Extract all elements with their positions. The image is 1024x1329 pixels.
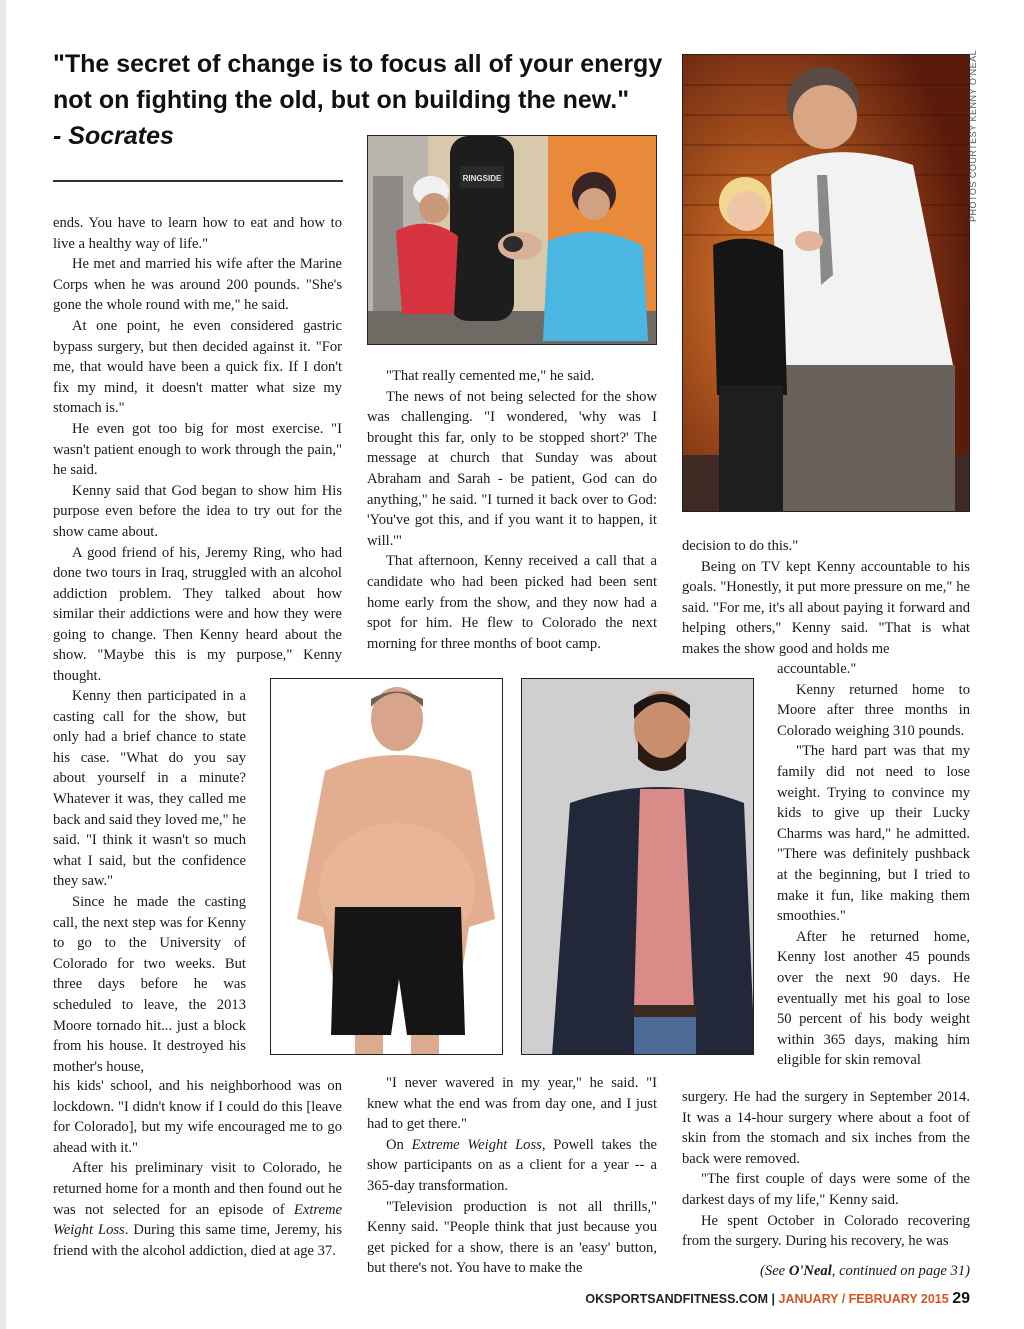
paragraph: Kenny then participated in a casting call for the show, but only had a brief chance to state his case. "What do you say about yourself in a minute? Whatever it was, they called me back and said they loved me," he said. "I think it wasn't so much what I said, but the confidence they saw.": [53, 688, 246, 890]
footer-separator: |: [771, 1292, 776, 1306]
before-photo: [270, 678, 503, 1055]
page-number: 29: [952, 1290, 970, 1307]
dance-scene-illustration: [683, 55, 970, 512]
paragraph: accountable.": [777, 661, 857, 677]
paragraph: After he returned home, Kenny lost another 45 pounds over the next 90 days. He eventually met his goal to lose 50 percent of his body weight within 365 days, making him eligible for skin removal: [777, 928, 970, 1069]
gym-boxing-photo: [367, 135, 657, 345]
column-2-top: [367, 366, 657, 654]
paragraph: "The first couple of days were some of the darkest days of my life," Kenny said.: [682, 1171, 970, 1208]
column-2-bottom: [367, 1073, 657, 1279]
footer-issue: JANUARY / FEBRUARY 2015: [778, 1292, 949, 1306]
quote-divider: [53, 180, 343, 182]
column-3-top: [682, 536, 970, 660]
paragraph: Kenny returned home to Moore after three months in Colorado weighing 310 pounds.: [777, 681, 970, 739]
paragraph: That afternoon, Kenny received a call that a candidate who had been picked had been sent home early from the show, and they now had a spot for him. He flew to Colorado the next morning for three months of boot camp.: [367, 553, 657, 652]
after-photo: [521, 678, 754, 1055]
paragraph: On Extreme Weight Loss, Powell takes the show participants on as a client for a year -- a 365-day transformation.: [367, 1136, 657, 1194]
footer-site: OKSPORTSANDFITNESS.COM: [585, 1292, 769, 1306]
paragraph: He met and married his wife after the Marine Corps when he was around 200 pounds. "She's gone the whole round with me," he said.: [53, 256, 342, 314]
page-edge: [0, 0, 6, 1329]
quote-attribution: - Socrates: [53, 122, 174, 150]
column-1-bottom: [53, 1076, 342, 1261]
paragraph: surgery. He had the surgery in September 2014. It was a 14-hour surgery where about a foot of skin from the stomach and six inches from the back were removed.: [682, 1089, 970, 1167]
column-3-bottom: [682, 1087, 970, 1252]
paragraph: Being on TV kept Kenny accountable to his goals. "Honestly, it put more pressure on me," he said. "For me, it's all about paying it forward and helping others," Kenny said. "That is what makes the show good and holds me: [682, 558, 970, 657]
gym-scene-illustration: [368, 136, 657, 345]
quote-line-1: "The secret of change is to focus all of your energy: [53, 50, 663, 78]
paragraph: He even got too big for most exercise. "I wasn't patient enough to work through the pain," he said.: [53, 420, 342, 479]
after-figure-illustration: [522, 679, 754, 1055]
paragraph: decision to do this.": [682, 538, 799, 554]
column-3-narrow: [777, 659, 970, 1071]
svg-text:RINGSIDE: RINGSIDE: [462, 174, 502, 183]
paragraph: "I never wavered in my year," he said. "I knew what the end was from day one, and I just had to get there.": [367, 1075, 657, 1133]
paragraph: "Television production is not all thrills," Kenny said. "People think that just because you get picked for a show, there is an 'easy' button, but there's not. You have to make the: [367, 1198, 657, 1277]
paragraph: his kids' school, and his neighborhood was on lockdown. "I didn't know if I could do this [leave for Colorado], but my wife encouraged me to go ahead with it.": [53, 1078, 342, 1156]
column-1-top: [53, 213, 342, 687]
paragraph: ends. You have to learn how to eat and how to live a healthy way of life.": [53, 215, 342, 252]
dance-photo: [682, 54, 970, 512]
paragraph: Kenny said that God began to show him His purpose even before the idea to try out for the show came about.: [53, 482, 342, 540]
paragraph: After his preliminary visit to Colorado, he returned home for a month and then found out he was not selected for an episode of Extreme Weight Loss. During this same time, Jeremy, his friend with the alcohol addiction, died at age 37.: [53, 1160, 342, 1259]
before-figure-illustration: [271, 679, 503, 1055]
paragraph: "That really cemented me," he said.: [386, 368, 595, 384]
page-footer: [560, 1290, 970, 1308]
photo-credit: PHOTOS COURTESY KENNY O'NEAL: [968, 49, 978, 222]
paragraph: Since he made the casting call, the next step was for Kenny to go to the University of Colorado for two weeks. But three days before he was scheduled to leave, the 2013 Moore tornado hit... just a block from his house. It destroyed his mother's house,: [53, 893, 246, 1075]
column-1-narrow: [53, 686, 246, 1077]
paragraph: The news of not being selected for the show was challenging. "I wondered, 'why was I brought this far, only to be stopped short?' The message at church that Sunday was about Abraham and Sarah - be patient, God can do anything," he said. "I turned it back over to God: 'You've got this, and if you want it to happen, it will.'": [367, 388, 657, 549]
paragraph: A good friend of his, Jeremy Ring, who had done two tours in Iraq, struggled with an alcohol addiction problem. They talked about how similar their addictions were and how they were going to change. Then Kenny heard about the show. "Maybe this is my purpose," Kenny thought.: [53, 544, 342, 685]
quote-line-2: not on fighting the old, but on building the new.": [53, 86, 630, 114]
paragraph: At one point, he even considered gastric bypass surgery, but then decided against it. "For me, that would have been a quick fix. If I don't fix my mind, it doesn't matter what size my stomach is.": [53, 317, 342, 417]
paragraph: "The hard part was that my family did not need to lose weight. Trying to convince my kids to give up their Lucky Charms was hard," he admitted. "There was definitely pushback at the beginning, but I tried to make it fun, like making them smoothies.": [777, 743, 970, 925]
paragraph: He spent October in Colorado recovering from the surgery. During his recovery, he was: [682, 1212, 970, 1250]
continued-note: (See O'Neal, continued on page 31): [760, 1263, 970, 1279]
